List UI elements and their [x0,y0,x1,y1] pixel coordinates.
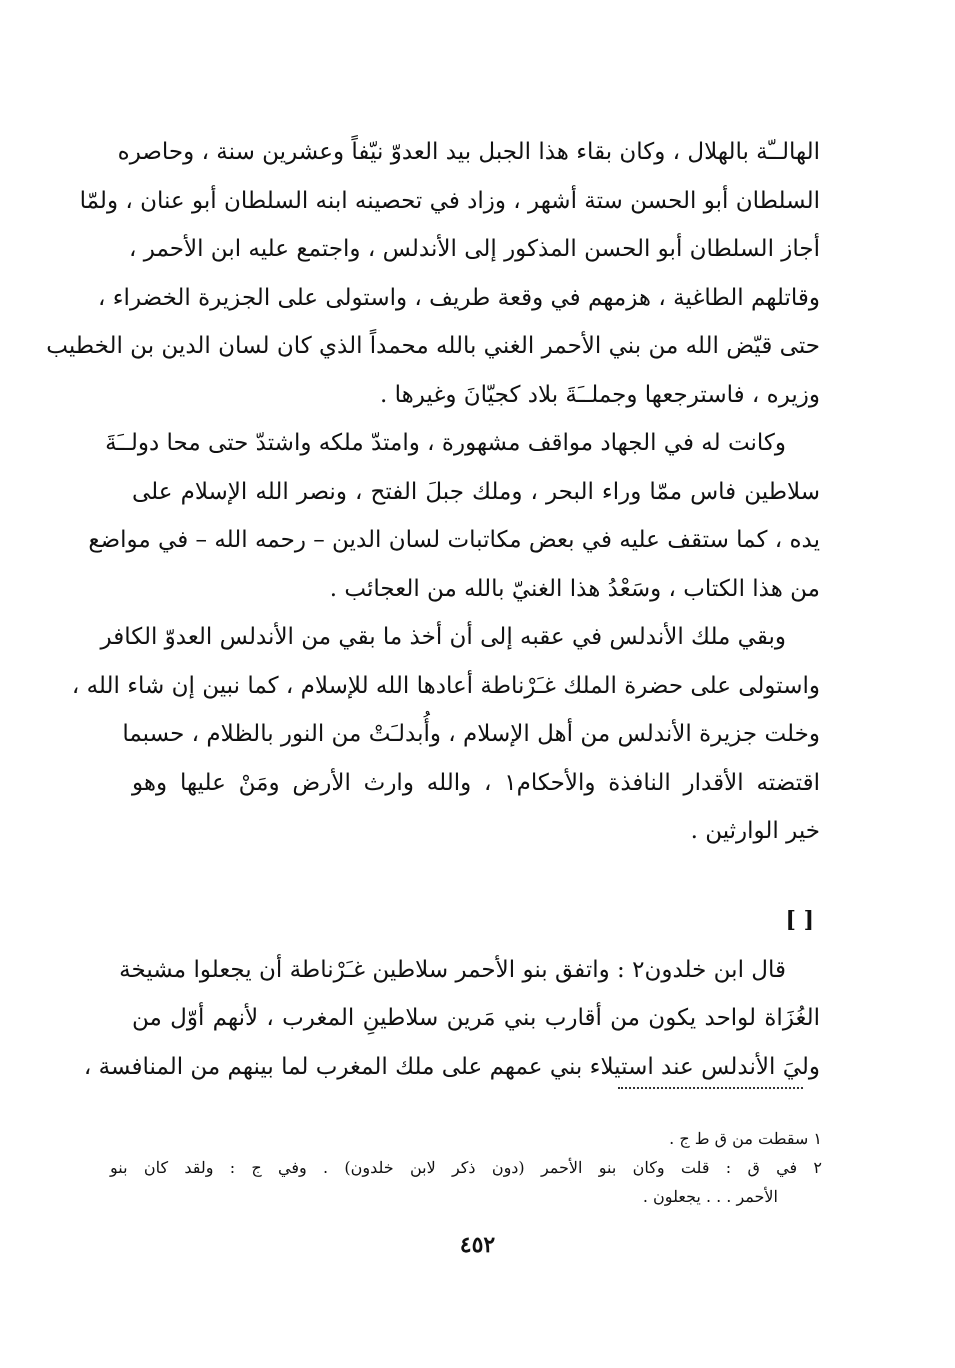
text-line: يده ، كما ستقف عليه في بعض مكاتبات لسان الدين – رحمه الله – في مواضع [88,527,820,553]
heading-close-bracket: ] [785,906,796,933]
section-divider-stars [132,856,820,900]
paragraph-3 [71,613,821,856]
footnote-2: ٢ في ق : قلت وكان بنو الأحمر (دون ذكر لابن خلدون) . وفي ج : ولقد كان بنو [110,1158,822,1177]
text-line: اقتضته الأقدار النافذة والأحكام١ ، والله وارث الأرض ومَنْ عليها وهو [132,769,821,796]
text-line: السلطان أبو الحسن ستة أشهر ، وزاد في تحصينه ابنه السلطان أبو عنان ، ولمّا [79,187,820,214]
footnote-separator [618,1087,803,1089]
text-line: الهالــّة بالهلال ، وكان بقاء هذا الجبل بيد العدوّ نيّفاً وعشرين سنة ، وحاصره [117,139,820,165]
footnote-2-continuation: الأحمر . . . يجعلون . [642,1187,778,1206]
paragraph-1 [46,128,820,419]
page-number: ٤٥٢ [459,1232,496,1258]
text-line: سلاطين فاس ممّا وراء البحر ، وملك جبلَ الفتح ، ونصر الله الإسلام على [132,478,820,505]
text-line: الغُزَاة لواحد يكون من أقارب بني مَرين سلاطينِ المغرب ، لأنهم أوّل من [132,1005,820,1031]
text-line: وكانت له في الجهاد مواقف مشهورة ، وامتدّ ملكه واشتدّ حتى محا دولــَةَ [105,430,786,456]
text-line: أجاز السلطان أبو الحسن المذكور إلى الأندلس ، واجتمع عليه ابن الأحمر ، [129,236,820,262]
section-heading [132,900,820,946]
main-text [46,128,821,1091]
text-line: وقاتلهم الطاغية ، هزمهم في وقعة طريف ، واستولى على الجزيرة الخضراء ، [98,284,820,311]
text-line: وبقي ملك الأندلس في عقبه إلى أن أخذ ما بقي من الأندلس العدوّ الكافر [100,624,786,650]
text-line: وزيره ، فاسترجعها وجملــَةَ بلاد كجيّانَ وغيرها . [379,381,820,408]
text-line: واستولى على حضرة الملك غـَرْناطة أعادها الله للإسلام ، كما نبين إن شاء الله ، [71,672,820,699]
footnotes [110,1124,822,1211]
footnote-1: ١ سقطت من ق ط ج . [669,1129,822,1148]
paragraph-2 [88,419,820,613]
text-line: من هذا الكتاب ، وسَعْدُ هذا الغنيّ بالله من العجائب . [329,575,820,602]
text-line: خير الوارثين . [690,818,820,844]
text-line: حتى قيّض الله من بني الأحمر الغني بالله محمداً الذي كان لسان الدين بن الخطيب [46,333,820,359]
heading-open-bracket: [ [803,906,814,933]
paragraph-4 [83,946,820,1092]
text-line: وليَ الأندلس عند استيلاء بني عمهم على ملك المغرب لما بينهم من المنافسة ، [83,1053,820,1080]
text-line: وخلت جزيرة الأندلس من أهل الإسلام ، وأُبدلـَتْ من النور بالظلام ، حسبما [122,721,820,747]
text-line: قال ابن خلدون٢ : واتفق بنو الأحمر سلاطين غـَرْناطة أن يجعلوا مشيخة [119,956,786,983]
